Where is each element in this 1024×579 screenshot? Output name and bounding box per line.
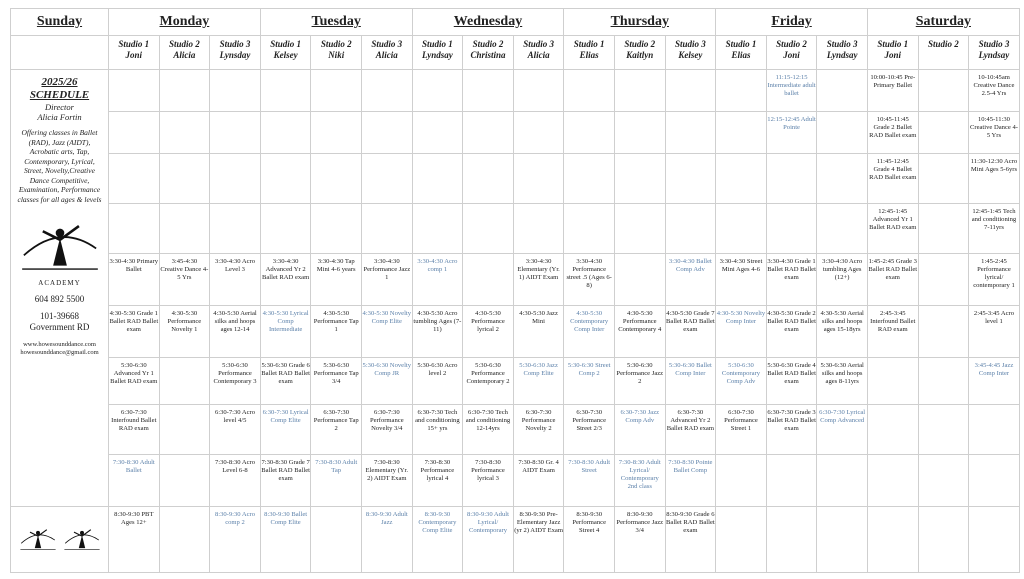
day-header-row [11,9,1020,36]
class-cell: 7:30-8:30 Performance lyrical 4 [412,455,463,507]
class-cell: 8:30-9:30 Performance Street 4 [564,507,615,573]
class-cell: 5:30-6:30 Grade 4 Ballet RAD Ballet exam [766,358,817,405]
empty-cell [867,405,918,455]
empty-cell [412,70,463,112]
class-cell: 8:30-9:30 Adult Jazz [362,507,413,573]
class-cell: 3:30-4:30 Grade 1 Ballet RAD Ballet exam [766,254,817,306]
day-header-sunday: Sunday [11,9,109,36]
schedule-row [11,507,1020,573]
studio-header [867,36,918,70]
empty-cell [463,154,514,204]
class-cell: 8:30-9:30 Pre-Elementary Jazz (yr 2) AIDT Exam [513,507,564,573]
empty-cell [614,254,665,306]
website-link[interactable]: www.howesounddance.com [23,341,96,348]
schedule-row [11,405,1020,455]
schedule-row [11,112,1020,154]
empty-cell [867,507,918,573]
day-header-tuesday: Tuesday [260,9,412,36]
empty-cell [969,405,1020,455]
studio-name: Studio 3 [219,39,251,49]
class-cell: 5:30-6:30 Performance Tap 3/4 [311,358,362,405]
studio-name: Studio 1 [877,39,909,49]
studio-header [716,36,767,70]
class-cell: 2:45-3:45 Interfound Ballet RAD exam [867,306,918,358]
empty-cell [311,507,362,573]
empty-cell [665,70,716,112]
class-cell: 2:45-3:45 Acro level 1 [969,306,1020,358]
class-cell: 6:30-7:30 Grade 3 Ballet RAD Ballet exam [766,405,817,455]
empty-cell [716,507,767,573]
schedule-row [11,306,1020,358]
empty-cell [260,70,311,112]
empty-cell [918,204,969,254]
schedule-row [11,455,1020,507]
studio-header [311,36,362,70]
class-cell: 3:30-4:30 Primary Ballet [109,254,160,306]
empty-cell [159,70,210,112]
class-cell: 5:30-6:30 Aerial silks and hoops ages 8-11yrs [817,358,868,405]
empty-cell [412,154,463,204]
empty-cell [513,70,564,112]
empty-cell [817,204,868,254]
empty-cell [564,112,615,154]
empty-cell [463,112,514,154]
empty-cell [665,204,716,254]
schedule-row [11,204,1020,254]
empty-cell [766,507,817,573]
class-cell: 5:30-6:30 Advanced Yr 1 Ballet RAD exam [109,358,160,405]
empty-cell [412,112,463,154]
studio-name: Studio 3 [674,39,706,49]
empty-cell [918,507,969,573]
class-cell: 12:45-1:45 Tech and conditioning 7-11yrs [969,204,1020,254]
class-cell: 3:30-4:30 Advanced Yr 2 Ballet RAD exam [260,254,311,306]
class-cell: 4:30-5:30 Performance lyrical 2 [463,306,514,358]
empty-cell [109,204,160,254]
class-cell: 3:30-4:30 Performance street .5 (Ages 6-8) [564,254,615,306]
class-cell: 7:30-8:30 Adult Ballet [109,455,160,507]
class-cell: 10:45-11:30 Creative Dance 4-5 Yrs [969,112,1020,154]
studio-header [513,36,564,70]
empty-cell [362,154,413,204]
empty-cell [867,455,918,507]
empty-cell [614,204,665,254]
studio-header [260,36,311,70]
class-cell: 8:30-9:30 Contemporary Comp Elite [412,507,463,573]
class-cell: 11:15-12:15 Intermediate adult ballet [766,70,817,112]
empty-cell [311,204,362,254]
class-cell: 11:30-12:30 Acro Mini Ages 5-6yrs [969,154,1020,204]
studio-teacher: Joni [884,50,902,60]
day-header-friday: Friday [716,9,868,36]
studio-teacher: Lynsday [219,50,251,60]
phone-number: 604 892 5500 [34,294,85,304]
class-cell: 6:30-7:30 Acro level 4/5 [210,405,261,455]
class-cell: 5:30-6:30 Street Comp 2 [564,358,615,405]
empty-cell [362,70,413,112]
studio-header [109,36,160,70]
class-cell: 4:30-5:30 Performance Novelty 1 [159,306,210,358]
studio-teacher: Lyndsay [978,50,1010,60]
empty-cell [716,204,767,254]
studio-header [969,36,1020,70]
class-cell: 6:30-7:30 Performance Novelty 3/4 [362,405,413,455]
address-line-1: 101-39668 [40,311,79,321]
empty-cell [564,154,615,204]
studio-header [210,36,261,70]
class-cell: 4:30-5:30 Novelty Comp Elite [362,306,413,358]
class-cell: 5:30-6:30 Jazz Comp Elite [513,358,564,405]
empty-cell [109,112,160,154]
empty-cell [614,154,665,204]
class-cell: 4:30-5:30 Novelty Comp Inter [716,306,767,358]
empty-cell [159,358,210,405]
address-line-2: Government RD [29,322,90,332]
empty-cell [210,204,261,254]
class-cell: 4:30-5:30 Contemporary Comp Inter [564,306,615,358]
class-cell: 7:30-8:30 Elementary (Yr. 2) AIDT Exam [362,455,413,507]
empty-cell [918,254,969,306]
class-cell: 10-10:45am Creative Dance 2.5-4 Yrs [969,70,1020,112]
class-cell: 7:30-8:30 Adult Lyrical/ Contemporary 2nd class [614,455,665,507]
class-cell: 1:45-2:45 Grade 3 Ballet RAD Ballet exam [867,254,918,306]
empty-cell [817,507,868,573]
studio-header [817,36,868,70]
class-cell: 7:30-8:30 Pointe Ballet Comp [665,455,716,507]
empty-cell [311,70,362,112]
studio-teacher: Elias [579,50,599,60]
empty-cell [463,70,514,112]
class-cell: 3:30-4:30 Elementary (Yr. 1) AIDT Exam [513,254,564,306]
email-link[interactable]: howesounddance@gmail.com [20,349,99,356]
class-cell: 3:30-4:30 Street Mini Ages 4-6 [716,254,767,306]
empty-cell [867,358,918,405]
empty-cell [817,70,868,112]
day-header-wednesday: Wednesday [412,9,564,36]
class-cell: 6:30-7:30 Advanced Yr 2 Ballet RAD exam [665,405,716,455]
empty-cell [918,112,969,154]
empty-cell [716,455,767,507]
sidebar-panel [11,70,109,507]
class-cell: 3:30-4:30 Acro Level 3 [210,254,261,306]
empty-cell [159,507,210,573]
studio-header [564,36,615,70]
studio-teacher: Kaitlyn [626,50,654,60]
class-cell: 3:45-4:45 Jazz Comp Inter [969,358,1020,405]
class-cell: 6:30-7:30 Lyrical Comp Elite [260,405,311,455]
director-label: Director [45,102,74,112]
empty-cell [311,112,362,154]
empty-cell [918,70,969,112]
empty-cell [614,112,665,154]
studio-name: Studio 1 [422,39,453,49]
schedule-title: 2025/26 SCHEDULE [29,76,90,101]
class-cell: 3:30-4:30 Performance Jazz 1 [362,254,413,306]
class-cell: 5:30-6:30 Novelty Comp JR [362,358,413,405]
empty-cell [210,112,261,154]
studio-header [918,36,969,70]
class-cell: 6:30-7:30 Tech and conditioning 12-14yrs [463,405,514,455]
empty-cell [918,358,969,405]
empty-cell [817,112,868,154]
class-cell: 4:30-5:30 Lyrical Comp Intermediate [260,306,311,358]
class-cell: 4:30-5:30 Grade 1 Ballet RAD Ballet exam [109,306,160,358]
empty-cell [716,112,767,154]
class-cell: 1:45-2:45 Performance lyrical/ contemporary 1 [969,254,1020,306]
schedule-row [11,358,1020,405]
class-cell: 5:30-6:30 Performance Contemporary 3 [210,358,261,405]
class-cell: 12:45-1:45 Advanced Yr 1 Ballet RAD exam [867,204,918,254]
studio-name: Studio 2 [472,39,504,49]
empty-cell [817,455,868,507]
sunday-studio-blank [11,36,109,70]
studio-teacher: Alicia [527,50,550,60]
academy-logo-small [62,524,102,556]
empty-cell [918,154,969,204]
class-cell: 8:30-9:30 Acro comp 2 [210,507,261,573]
studio-teacher: Christina [470,50,506,60]
empty-cell [210,154,261,204]
studio-teacher: Kelsey [273,50,298,60]
empty-cell [412,204,463,254]
empty-cell [614,70,665,112]
class-cell: 6:30-7:30 Lyrical Comp Advanced [817,405,868,455]
studio-name: Studio 3 [371,39,403,49]
empty-cell [918,455,969,507]
class-cell: 8:30-9:30 Adult Lyrical/ Contemporary [463,507,514,573]
class-cell: 3:30-4:30 Ballet Comp Adv [665,254,716,306]
studio-name: Studio 1 [270,39,301,49]
studio-teacher: Alicia [375,50,398,60]
studio-header [665,36,716,70]
class-cell: 4:30-5:30 Aerial silks and hoops ages 15-18yrs [817,306,868,358]
class-cell: 7:30-8:30 Adult Tap [311,455,362,507]
empty-cell [513,154,564,204]
program-description: Offering classes in Ballet (RAD), Jazz (AIDT), Acrobatic arts, Tap, Contemporary, Lyrical, Street, Novelty,Creative Dance Competitive, Examination, Performance classes for all ages & levels [17,128,102,204]
class-cell: 4:30-5:30 Acro tumbling Ages (7-11) [412,306,463,358]
empty-cell [260,204,311,254]
class-cell: 7:30-8:30 Performance lyrical 3 [463,455,514,507]
footer-logos [11,507,109,573]
empty-cell [564,70,615,112]
studio-name: Studio 1 [573,39,605,49]
class-cell: 6:30-7:30 Interfound Ballet RAD exam [109,405,160,455]
empty-cell [463,204,514,254]
empty-cell [260,112,311,154]
class-cell: 4:30-5:30 Performance Tap 1 [311,306,362,358]
empty-cell [969,455,1020,507]
studio-header [159,36,210,70]
empty-cell [109,70,160,112]
studio-teacher: Joni [125,50,143,60]
class-cell: 7:30-8:30 Acro Level 6-8 [210,455,261,507]
class-cell: 5:30-6:30 Performance Jazz 2 [614,358,665,405]
class-cell: 6:30-7:30 Tech and conditioning 15+ yrs [412,405,463,455]
empty-cell [210,70,261,112]
empty-cell [766,204,817,254]
empty-cell [159,154,210,204]
studio-name: Studio 3 [826,39,858,49]
class-cell: 12:15-12:45 Adult Pointe [766,112,817,154]
empty-cell [817,154,868,204]
class-cell: 5:30-6:30 Grade 6 Ballet RAD Ballet exam [260,358,311,405]
studio-teacher: Lyndsay [422,50,453,60]
class-cell: 5:30-6:30 Ballet Comp Inter [665,358,716,405]
studio-header [766,36,817,70]
empty-cell [513,204,564,254]
class-cell: 3:45-4:30 Creative Dance 4-5 Yrs [159,254,210,306]
class-cell: 5:30-6:30 Contemporary Comp Adv [716,358,767,405]
empty-cell [159,455,210,507]
studio-name: Studio 3 [978,39,1010,49]
empty-cell [311,154,362,204]
studio-name: Studio 2 [776,39,807,49]
studio-name: Studio 1 [118,39,150,49]
class-cell: 8:30-9:30 Grade 6 Ballet RAD Ballet exam [665,507,716,573]
class-cell: 4:30-5:30 Jazz Mini [513,306,564,358]
class-cell: 4:30-5:30 Grade 7 Ballet RAD Ballet exam [665,306,716,358]
day-header-monday: Monday [109,9,261,36]
schedule-table [10,8,1020,573]
studio-teacher: Joni [783,50,800,60]
empty-cell [665,112,716,154]
schedule-row [11,254,1020,306]
class-cell: 7:30-8:30 Gr. 4 AIDT Exam [513,455,564,507]
class-cell: 8:30-9:30 PBT Ages 12+ [109,507,160,573]
academy-logo [17,214,103,287]
studio-name: Studio 1 [725,39,757,49]
empty-cell [362,112,413,154]
empty-cell [716,70,767,112]
empty-cell [463,254,514,306]
studio-name: Studio 2 [320,39,352,49]
logo-subtitle: ACADEMY [38,279,81,287]
studio-name: Studio 2 [624,39,656,49]
studio-teacher: Lyndsay [826,50,858,60]
empty-cell [260,154,311,204]
studio-teacher: Alicia [173,50,196,60]
empty-cell [159,112,210,154]
studio-header [463,36,514,70]
class-cell: 8:30-9:30 Performance Jazz 3/4 [614,507,665,573]
class-cell: 4:30-5:30 Aerial silks and hoops ages 12-14 [210,306,261,358]
day-header-saturday: Saturday [867,9,1019,36]
empty-cell [513,112,564,154]
empty-cell [665,154,716,204]
class-cell: 4:30-5:30 Grade 2 Ballet RAD Ballet exam [766,306,817,358]
empty-cell [362,204,413,254]
class-cell: 3:30-4:30 Tap Mini 4-6 years [311,254,362,306]
class-cell: 7:30-8:30 Grade 7 Ballet RAD Ballet exam [260,455,311,507]
class-cell: 6:30-7:30 Performance Street 1 [716,405,767,455]
empty-cell [766,455,817,507]
studio-name: Studio 2 [927,39,959,49]
empty-cell [159,405,210,455]
empty-cell [766,154,817,204]
class-cell: 10:45-11:45 Grade 2 Ballet RAD Ballet exam [867,112,918,154]
studio-header-row [11,36,1020,70]
class-cell: 6:30-7:30 Performance Novelty 2 [513,405,564,455]
class-cell: 4:30-5:30 Performance Contemporary 4 [614,306,665,358]
empty-cell [969,507,1020,573]
class-cell: 6:30-7:30 Performance Street 2/3 [564,405,615,455]
empty-cell [918,306,969,358]
class-cell: 5:30-6:30 Acro level 2 [412,358,463,405]
class-cell: 8:30-9:30 Ballet Comp Elite [260,507,311,573]
studio-header [614,36,665,70]
class-cell: 10:00-10:45 Pre-Primary Ballet [867,70,918,112]
academy-logo-small [18,524,58,556]
empty-cell [918,405,969,455]
day-header-thursday: Thursday [564,9,716,36]
studio-teacher: Elias [731,50,751,60]
studio-header [412,36,463,70]
studio-teacher: Niki [328,50,345,60]
schedule-row [11,154,1020,204]
empty-cell [564,204,615,254]
class-cell: 7:30-8:30 Adult Street [564,455,615,507]
class-cell: 5:30-6:30 Performance Contemporary 2 [463,358,514,405]
class-cell: 6:30-7:30 Jazz Comp Adv [614,405,665,455]
director-name: Alicia Fortin [37,112,82,122]
class-cell: 3:30-4:30 Acro tumbling Ages (12+) [817,254,868,306]
empty-cell [716,154,767,204]
studio-teacher: Kelsey [678,50,703,60]
class-cell: 11:45-12:45 Grade 4 Ballet RAD Ballet exam [867,154,918,204]
studio-name: Studio 2 [169,39,200,49]
class-cell: 6:30-7:30 Performance Tap 2 [311,405,362,455]
studio-name: Studio 3 [523,39,554,49]
empty-cell [109,154,160,204]
class-cell: 3:30-4:30 Acro comp 1 [412,254,463,306]
studio-header [362,36,413,70]
empty-cell [159,204,210,254]
schedule-row [11,70,1020,112]
